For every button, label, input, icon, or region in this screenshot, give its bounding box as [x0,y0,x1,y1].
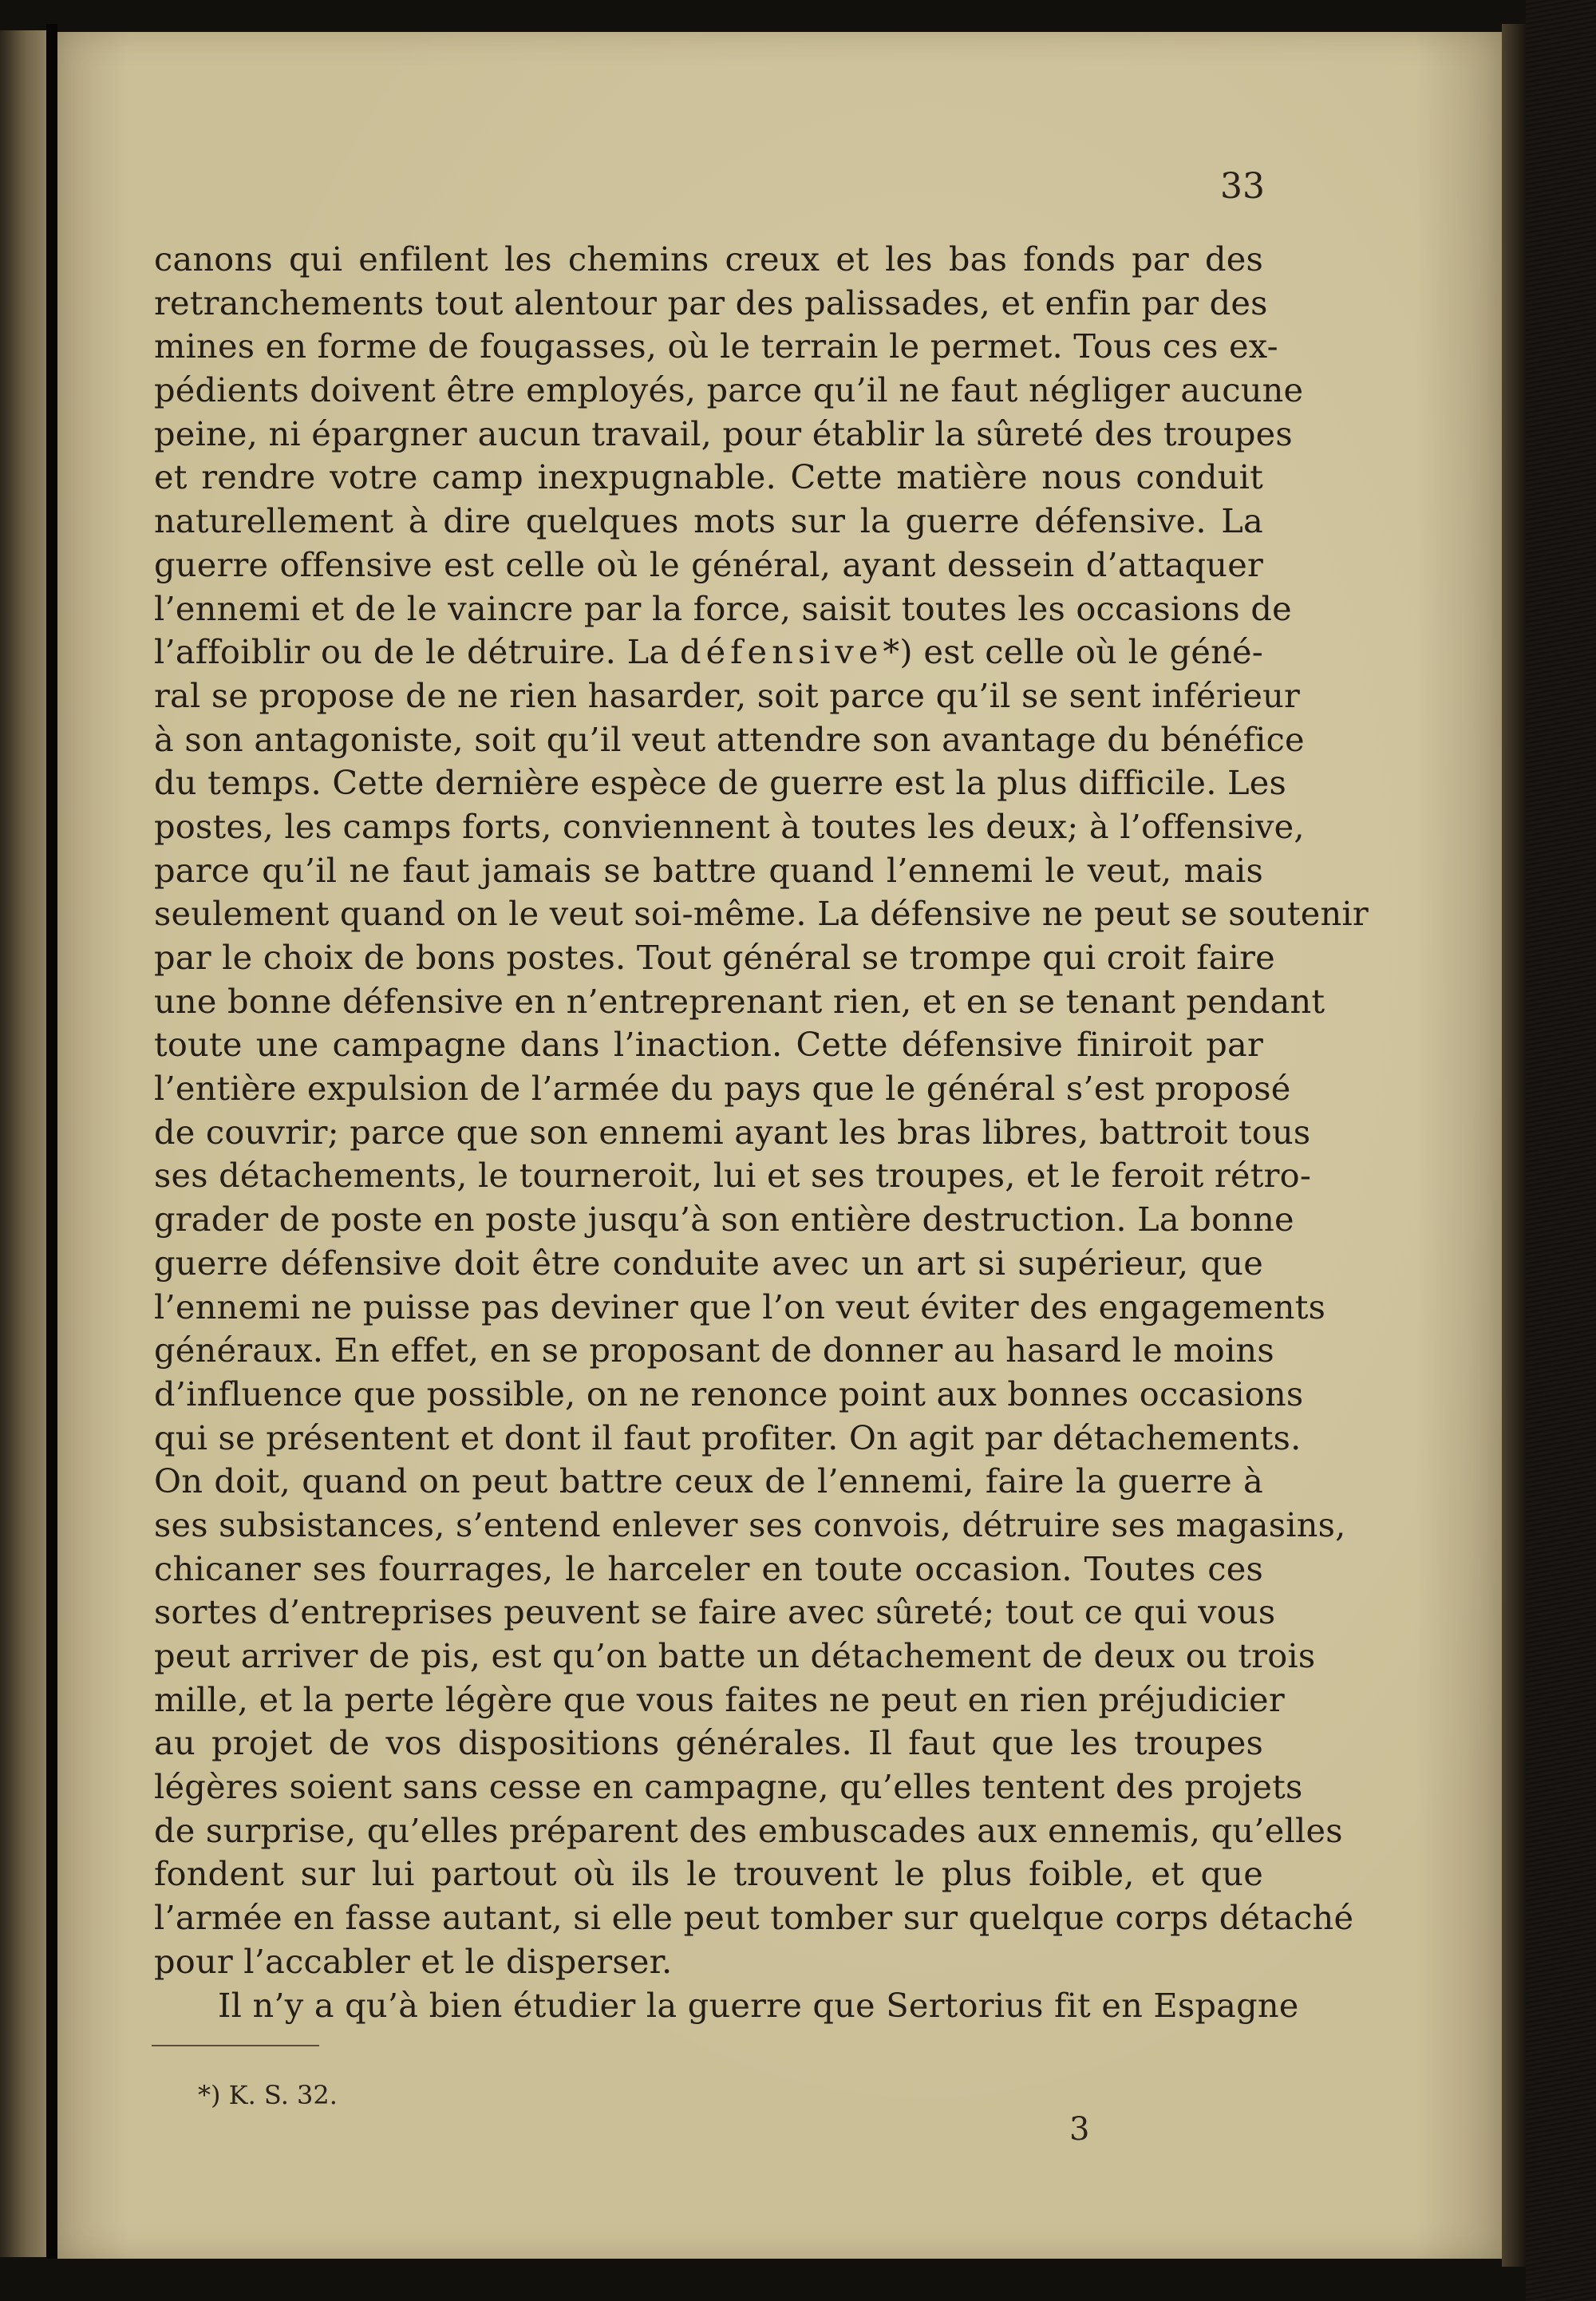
text-line: pour l’accabler et le disperser. [154,1941,673,1981]
text-line: mines en forme de fougasses, où le terrain le permet. Tous ces ex- [154,326,1278,366]
emphasis-word: défensive [680,632,883,672]
text-line: toute une campagne dans l’inaction. Cette défensive finiroit par [154,1025,1263,1065]
text-line: ses détachements, le tourneroit, lui et ses troupes, et le feroit rétro- [154,1156,1312,1196]
text-line: canons qui enfilent les chemins creux et les bas fonds par des [154,239,1263,279]
footnote: *) K. S. 32. [198,2080,338,2110]
text-line: Il n’y a qu’à bien étudier la guerre que Sertorius fit en Espagne [218,1985,1299,2025]
cover-board [1526,0,1596,2301]
signature-mark: 3 [1069,2111,1090,2148]
text-line: à son antagoniste, soit qu’il veut attendre son avantage du bénéfice [154,719,1305,759]
text-line: seulement quand on le veut soi-même. La défensive ne peut se soutenir [154,894,1369,934]
text-line: qui se présentent et dont il faut profiter. On agit par détachements. [154,1417,1302,1457]
text-line: de couvrir; parce que son ennemi ayant les bras libres, battroit tous [154,1112,1311,1152]
text-line: ral se propose de ne rien hasarder, soit parce qu’il se sent inférieur [154,675,1301,715]
text-line: l’entière expulsion de l’armée du pays que le général s’est proposé [154,1069,1291,1109]
text-line: de surprise, qu’elles préparent des embuscades aux ennemis, qu’elles [154,1810,1343,1850]
text-line: grader de poste en poste jusqu’à son entière destruction. La bonne [154,1200,1294,1239]
text-line: ses subsistances, s’entend enlever ses convois, détruire ses magasins, [154,1504,1346,1544]
left-page-edge [0,30,46,2257]
text-line: une bonne défensive en n’entreprenant rien, et en se tenant pendant [154,981,1325,1021]
text-line: mille, et la perte légère que vous faites ne peut en rien préjudicier [154,1679,1285,1719]
text-line: l’affoiblir ou de le détruire. La défensive*) est celle où le géné- [154,632,1263,672]
page-edge-right [1502,24,1526,2267]
text-line: l’ennemi et de le vaincre par la force, saisit toutes les occasions de [154,588,1292,628]
text-line: du temps. Cette dernière espèce de guerre est la plus difficile. Les [154,763,1286,803]
text-line: l’armée en fasse autant, si elle peut tomber sur quelque corps détaché [154,1898,1354,1938]
text-line: l’ennemi ne puisse pas deviner que l’on veut éviter des engagements [154,1287,1326,1326]
page-number: 33 [1220,166,1265,207]
text-line: peut arriver de pis, est qu’on batte un détachement de deux ou trois [154,1636,1316,1675]
text-line: au projet de vos dispositions générales. Il faut que les troupes [154,1723,1263,1763]
text-line: guerre défensive doit être conduite avec un art si supérieur, que [154,1243,1263,1283]
text-line: peine, ni épargner aucun travail, pour établir la sûreté des troupes [154,413,1293,453]
text-line: par le choix de bons postes. Tout général se trompe qui croit faire [154,938,1275,977]
text-line: chicaner ses fourrages, le harceler en toute occasion. Toutes ces [154,1548,1263,1588]
text-line: fondent sur lui partout où ils le trouvent le plus foible, et que [154,1854,1263,1894]
text-line: d’influence que possible, on ne renonce point aux bonnes occasions [154,1374,1304,1413]
footnote-rule [152,2045,319,2046]
text-line: postes, les camps forts, conviennent à toutes les deux; à l’offensive, [154,806,1305,846]
text-line: sortes d’entreprises peuvent se faire avec sûreté; tout ce qui vous [154,1592,1276,1632]
text-line: On doit, quand on peut battre ceux de l’ennemi, faire la guerre à [154,1461,1263,1501]
text-line: et rendre votre camp inexpugnable. Cette matière nous conduit [154,457,1263,497]
text-line: guerre offensive est celle où le général, ayant dessein d’attaquer [154,544,1263,584]
text-line: retranchements tout alentour par des palissades, et enfin par des [154,283,1268,322]
body-text [154,238,1369,2027]
text-line: naturellement à dire quelques mots sur la guerre défensive. La [154,501,1263,541]
text-line: légères soient sans cesse en campagne, qu’elles tentent des projets [154,1767,1303,1807]
text-line: pédients doivent être employés, parce qu’il ne faut négliger aucune [154,370,1304,410]
text-line: parce qu’il ne faut jamais se battre quand l’ennemi le veut, mais [154,850,1263,890]
text-line: généraux. En effet, en se proposant de donner au hasard le moins [154,1330,1274,1370]
book-gutter [46,24,57,2259]
